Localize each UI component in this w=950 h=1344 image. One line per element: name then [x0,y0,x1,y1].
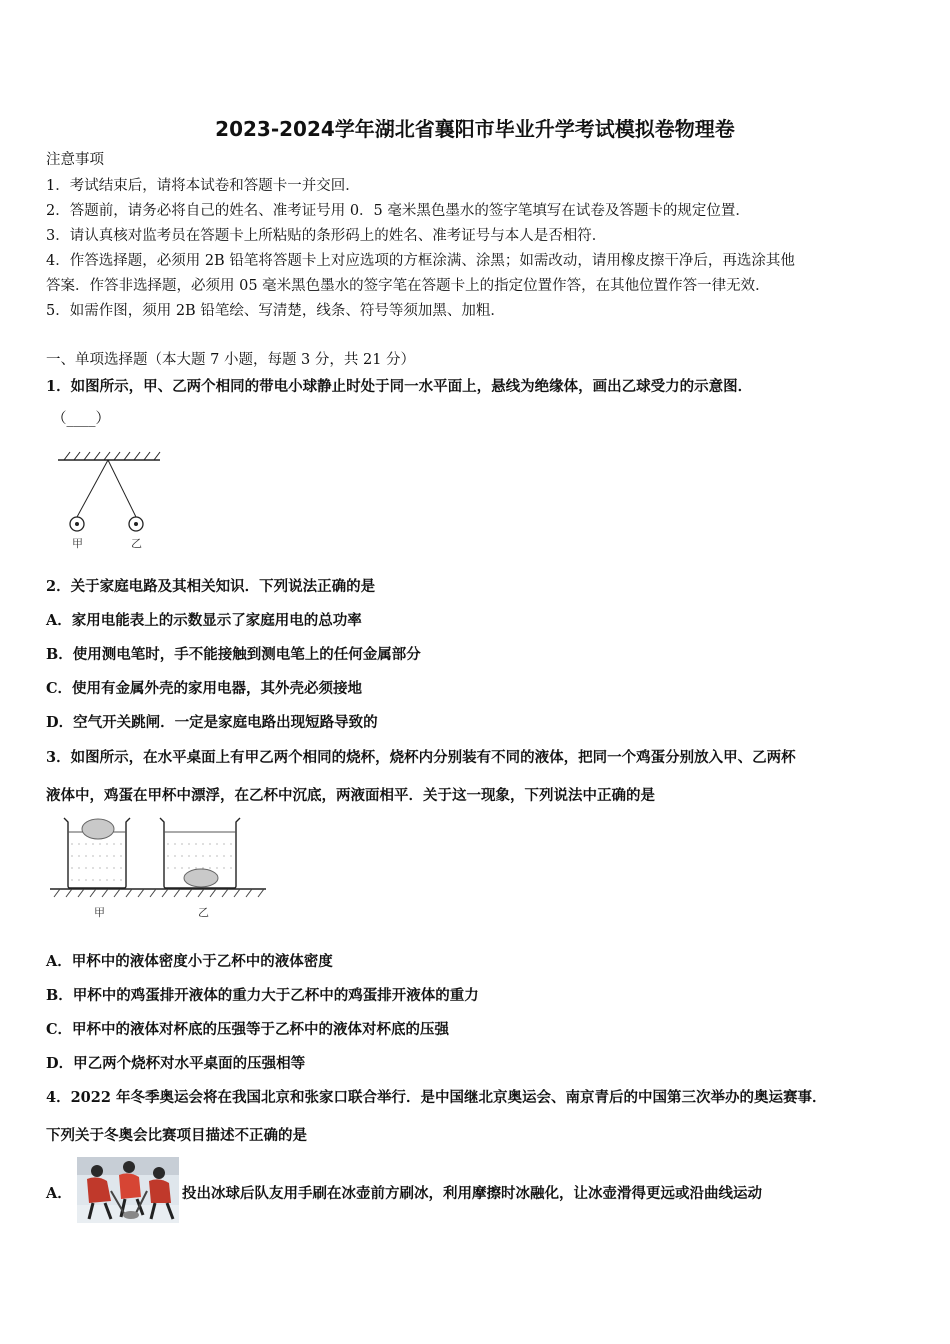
fig-label-jia: 甲 [72,537,83,550]
q4-option-a-text: 投出冰球后队友用手刷在冰壶前方刷冰，利用摩擦时冰融化，让冰壶滑得更远或沿曲线运动 [182,1185,762,1202]
notice-item: 5．如需作图，须用 2B 铅笔绘、写清楚，线条、符号等须加黑、加粗． [46,303,505,319]
q2-option-b: B．使用测电笔时，手不能接触到测电笔上的任何金属部分 [46,646,421,663]
notice-item: 2．答题前，请务必将自己的姓名、准考证号用 0．5 毫米黑色墨水的签字笔填写在试卷及答题卡的规定位置． [46,203,750,219]
notice-item: 4．作答选择题，必须用 2B 铅笔将答题卡上对应选项的方框涂满、涂黑；如需改动，请用橡皮擦干净后，再选涂其他 [46,253,795,269]
q2-option-c: C．使用有金属外壳的家用电器，其外壳必须接地 [46,680,363,697]
notice-item: 答案．作答非选择题，必须用 05 毫米黑色墨水的签字笔在答题卡上的指定位置作答，在其他位置作答一律无效． [46,278,770,294]
question-4-stem-1: 4．2022 年冬季奥运会将在我国北京和张家口联合举行．是中国继北京奥运会、南京青后的中国第三次举办的奥运赛事． [46,1089,827,1106]
question-3-stem-1: 3．如图所示，在水平桌面上有甲乙两个相同的烧杯，烧杯内分别装有不同的液体，把同一个鸡蛋分别放入甲、乙两杯 [46,749,796,766]
notice-item: 3．请认真核对监考员在答题卡上所粘贴的条形码上的姓名、准考证号与本人是否相符． [46,228,607,244]
q4-option-a-letter: A． [46,1185,72,1202]
question-2-stem: 2．关于家庭电路及其相关知识．下列说法正确的是 [46,578,376,595]
fig-label-yi: 乙 [131,537,142,550]
curling-photo [77,1157,179,1223]
q2-option-a: A．家用电能表上的示数显示了家庭用电的总功率 [46,612,362,629]
question-1-blank: （____） [52,411,110,427]
q3-option-b: B．甲杯中的鸡蛋排开液体的重力大于乙杯中的鸡蛋排开液体的重力 [46,987,479,1004]
fig-label-yi: 乙 [198,906,209,919]
q3-option-a: A．甲杯中的液体密度小于乙杯中的液体密度 [46,953,333,970]
egg-sunk [184,869,218,887]
notice-heading: 注意事项 [46,152,104,168]
question-4-stem-2: 下列关于冬奥会比赛项目描述不正确的是 [46,1127,307,1144]
egg-floating [82,819,114,839]
question-3-stem-2: 液体中，鸡蛋在甲杯中漂浮，在乙杯中沉底，两液面相平．关于这一现象，下列说法中正确的是 [46,787,655,804]
notice-item: 1．考试结束后，请将本试卷和答题卡一并交回． [46,178,360,194]
q3-figure [46,812,276,922]
fig-label-jia: 甲 [94,906,105,919]
question-1-stem: 1．如图所示，甲、乙两个相同的带电小球静止时处于同一水平面上，悬线为绝缘体，画出乙球受力的示意图． [46,378,753,395]
q3-option-c: C．甲杯中的液体对杯底的压强等于乙杯中的液体对杯底的压强 [46,1021,450,1038]
page-title: 2023-2024学年湖北省襄阳市毕业升学考试模拟卷物理卷 [215,117,735,141]
section-heading: 一、单项选择题（本大题 7 小题，每题 3 分，共 21 分） [46,352,416,368]
q3-option-d: D．甲乙两个烧杯对水平桌面的压强相等 [46,1055,306,1072]
q2-option-d: D．空气开关跳闸．一定是家庭电路出现短路导致的 [46,714,378,731]
q1-figure [50,448,170,548]
